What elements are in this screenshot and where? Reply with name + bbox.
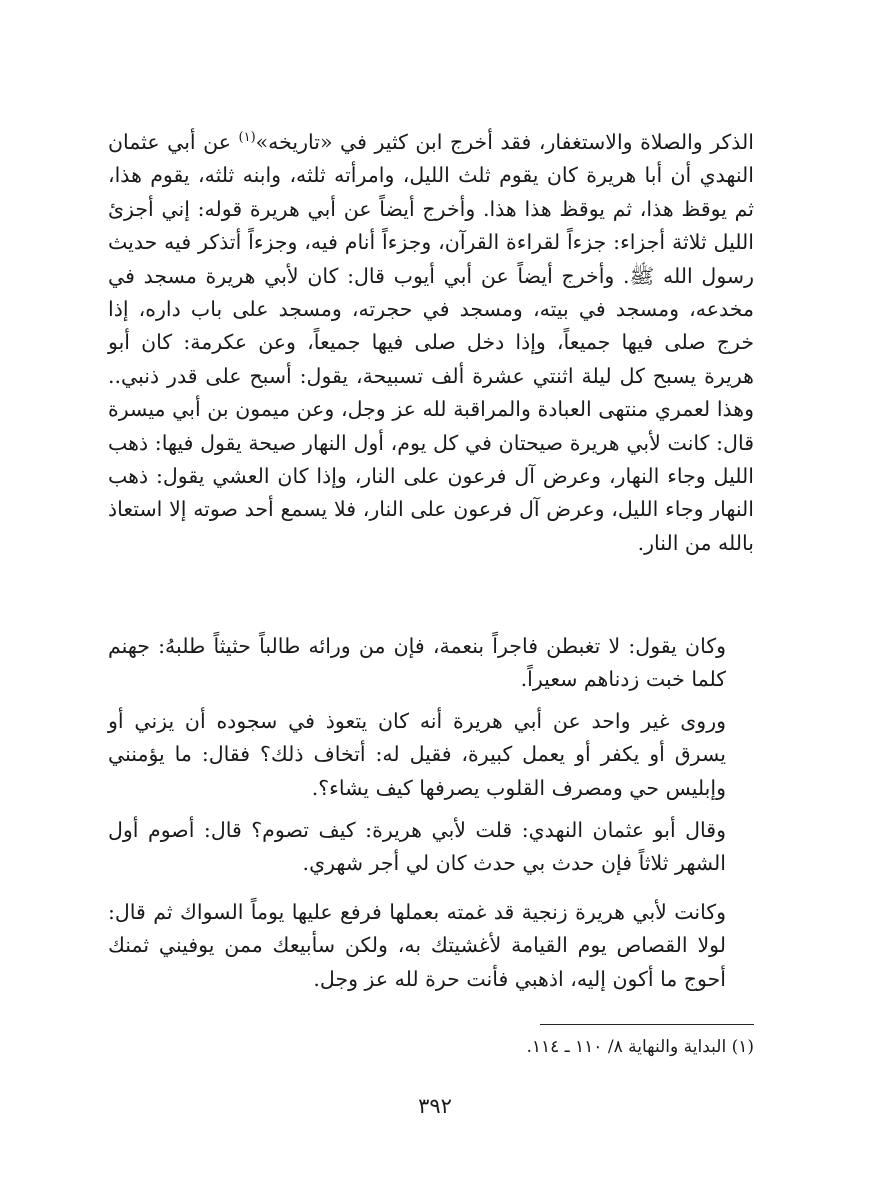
- page-number: ٣٩٢: [418, 1094, 452, 1118]
- paragraph-3-text: وروى غير واحد عن أبي هريرة أنه كان يتعوذ في سجوده أن يزني أو يسرق أو يكفر أو يعمل كبيرة، فقيل له: أتخاف ذلك؟ فقال: ما يؤمنني وإبليس حي ومصرف القلوب يصرفها كيف يشاء؟.: [108, 709, 726, 800]
- footnote-marker: (١): [731, 1037, 754, 1057]
- footnote-text: البداية والنهاية ٨/ ١١٠ ـ ١١٤.: [526, 1037, 727, 1057]
- paragraph-2: [108, 630, 754, 697]
- paragraph-5: [108, 896, 754, 996]
- footnote-reference[interactable]: (١): [238, 130, 256, 146]
- paragraph-1: [108, 126, 754, 560]
- paragraph-4-text: وقال أبو عثمان النهدي: قلت لأبي هريرة: كيف تصوم؟ قال: أصوم أول الشهر ثلاثاً فإن حدث بي حدث كان لي أجر شهري.: [108, 818, 727, 876]
- paragraph-2-text: وكان يقول: لا تغبطن فاجراً بنعمة، فإن من ورائه طالباً حثيثاً طلبهُ: جهنم كلما خبت زدناهم سعيراً.: [108, 634, 726, 692]
- footnote: [300, 1034, 754, 1060]
- paragraph-3: [108, 705, 754, 805]
- paragraph-4: [108, 814, 754, 881]
- paragraph-1-text: [108, 126, 754, 560]
- paragraph-1-start: الذكر والصلاة والاستغفار، فقد أخرج ابن كثير في «تاريخه»: [255, 130, 754, 154]
- paragraph-5-text: وكانت لأبي هريرة زنجية قد غمته بعملها فرفع عليها يوماً السواك ثم قال: لولا القصاص يوم القيامة لأغشيتك به، ولكن سأبيعك ممن يوفيني ثمنك أحوج ما أكون إليه، اذهبي فأنت حرة لله عز وجل.: [108, 900, 726, 991]
- footnote-divider: [540, 1024, 754, 1025]
- paragraph-1-rest: عن أبي عثمان النهدي أن أبا هريرة كان يقوم ثلث الليل، وامرأته ثلثه، وابنه ثلثه، يقوم هذا، ثم يوقظ هذا، ثم يوقظ هذا هذا. وأخرج أيضاً عن أبي هريرة قوله: إني أجزئ الليل ثلاثة أجزاء: جزءاً لقراءة القرآن، وجزءاً أنام فيه، وجزءاً أتذكر فيه حديث رسول الله ﷺ. وأخرج أيضاً عن أبي أيوب قال: كان لأبي هريرة مسجد في مخدعه، ومسجد في بيته، ومسجد في حجرته، ومسجد على باب داره، إذا خرج صلى فيها جميعاً، وإذا دخل صلى فيها جميعاً، وعن عكرمة: كان أبو هريرة يسبح كل ليلة اثنتي عشرة ألف تسبيحة، يقول: أسبح على قدر ذنبي.. وهذا لعمري منتهى العبادة والمراقبة لله عز وجل، وعن ميمون بن أبي ميسرة قال: كانت لأبي هريرة صيحتان في كل يوم، أول النهار صيحة يقول فيها: ذهب الليل وجاء النهار، وعرض آل فرعون على النار، وإذا كان العشي يقول: ذهب النهار وجاء الليل، وعرض آل فرعون على النار، فلا يسمع أحد صوته إلا استعاذ بالله من النار.: [108, 130, 754, 555]
